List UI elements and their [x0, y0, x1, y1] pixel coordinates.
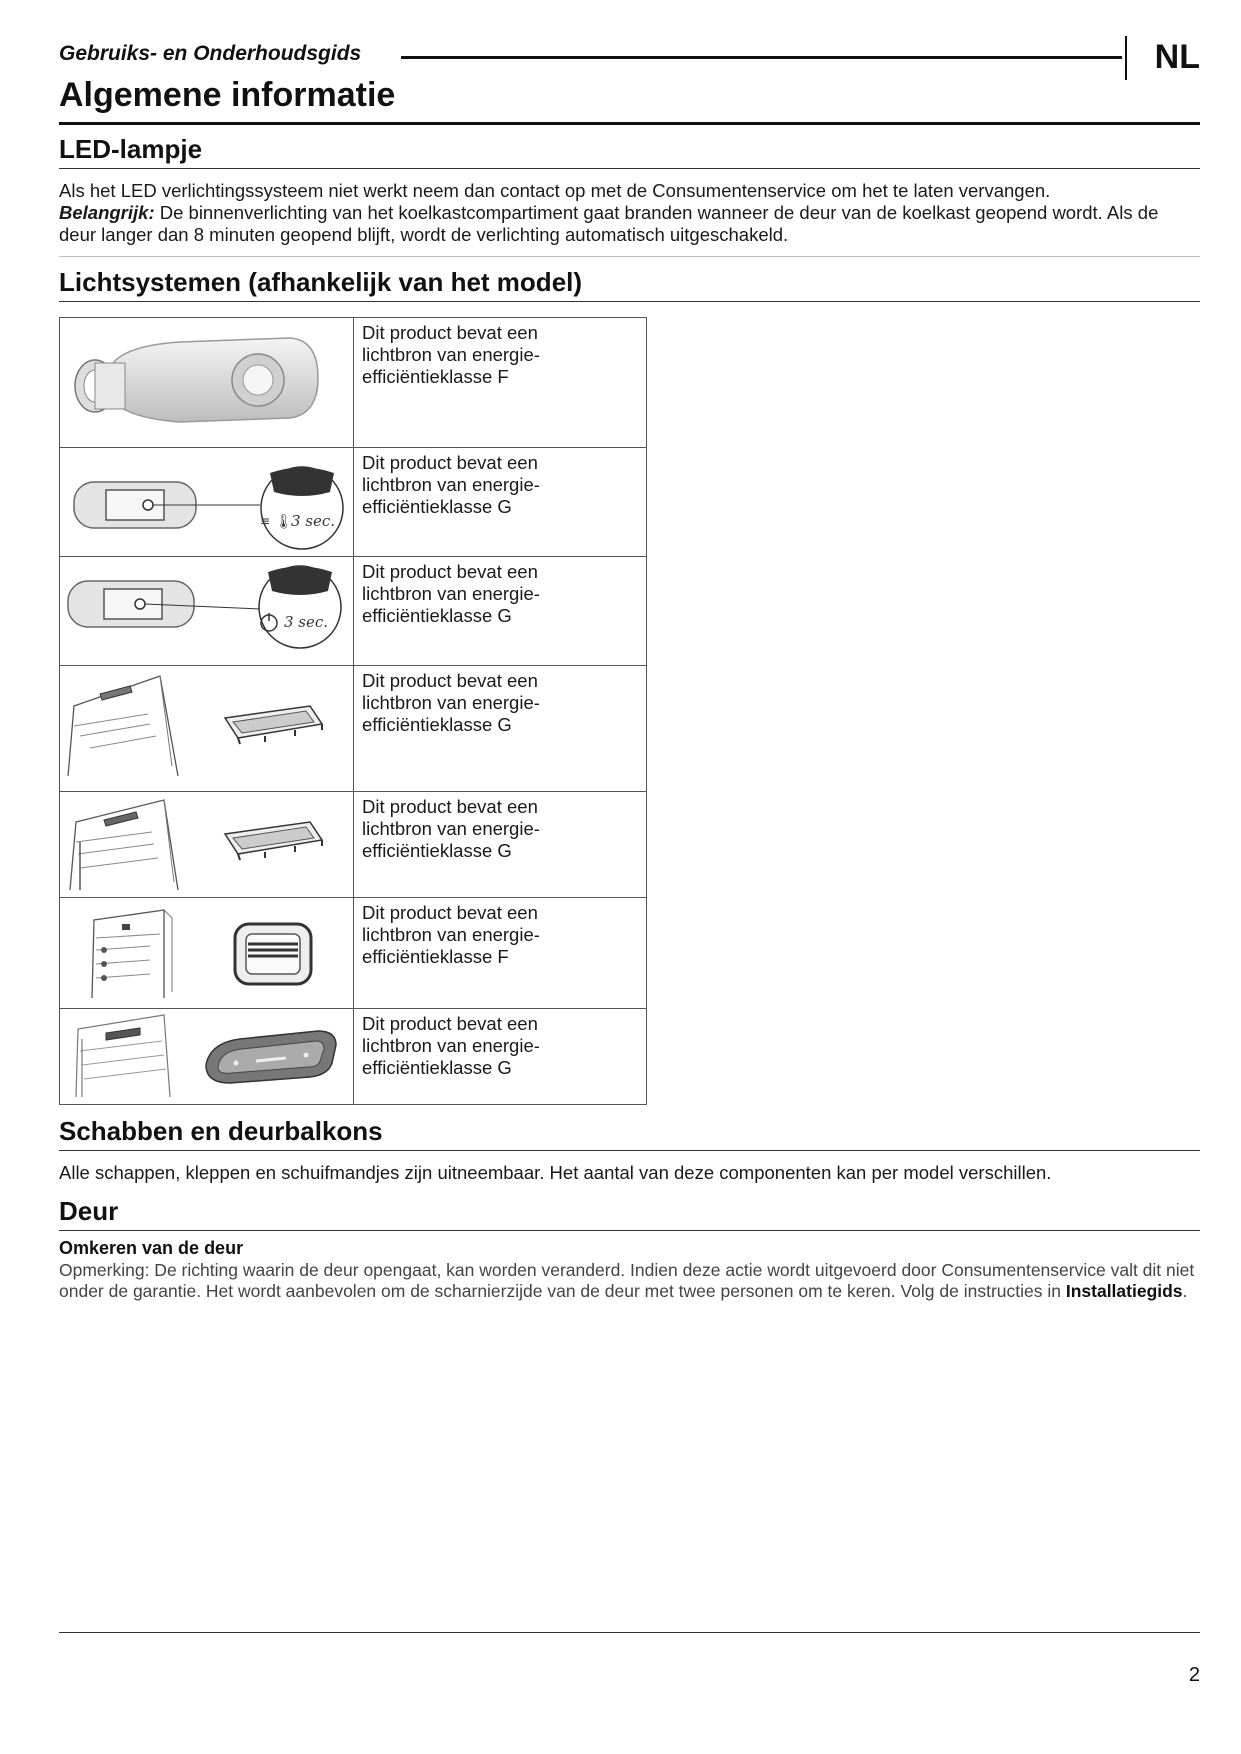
row-text-line: lichtbron van energie-: [362, 1035, 540, 1056]
button-hold-label: 3 sec.: [291, 512, 336, 530]
row-text-line: Dit product bevat een: [362, 796, 538, 817]
table-cell-text: [354, 666, 647, 792]
table-cell-image: [60, 792, 354, 898]
lamp-unit-icon: [60, 318, 353, 446]
installation-guide-ref: Installatiegids: [1065, 1281, 1183, 1301]
control-panel-thermo-icon: [60, 448, 353, 555]
led-line2: De binnenverlichting van het koelkastcompartiment gaat branden wanneer de deur van de koelkast geopend wordt. Als de deur langer dan 8 minuten geopend blijft, wordt de verlichting automatisch uitgeschakeld.: [59, 202, 1159, 245]
table-row: [60, 448, 647, 557]
table-row: [60, 666, 647, 792]
table-cell-text: [354, 792, 647, 898]
table-row: [60, 557, 647, 666]
led-rule: [59, 168, 1200, 169]
light-systems-rule: [59, 301, 1200, 302]
button-hold-label: 3 sec.: [284, 613, 329, 631]
table-cell-text: [354, 448, 647, 557]
control-panel-power-icon: [60, 557, 353, 664]
table-cell-image: [60, 448, 354, 557]
shelves-heading: Schabben en deurbalkons: [59, 1116, 383, 1146]
table-row: [60, 792, 647, 898]
led-heading: LED-lampje: [59, 134, 203, 164]
row-text-line: efficiëntieklasse G: [362, 1057, 512, 1078]
table-cell-text: [354, 557, 647, 666]
footer-rule: [59, 1632, 1200, 1633]
row-text-line: lichtbron van energie-: [362, 924, 540, 945]
table-row: [60, 318, 647, 448]
fridge-led-square-icon: [60, 898, 353, 1007]
led-text: [59, 180, 1200, 246]
table-cell-image: [60, 318, 354, 448]
title-rule: [59, 122, 1200, 125]
table-cell-text: [354, 318, 647, 448]
led-line1: Als het LED verlichtingssysteem niet werkt neem dan contact op met de Consumentenservice om het te laten vervangen.: [59, 180, 1051, 201]
thermo-symbol: ≡: [260, 514, 271, 528]
row-text-line: lichtbron van energie-: [362, 474, 540, 495]
shelves-text: Alle schappen, kleppen en schuifmandjes zijn uitneembaar. Het aantal van deze componenten kan per model verschillen.: [59, 1162, 1052, 1183]
led-bottom-rule: [59, 256, 1200, 257]
door-rule: [59, 1230, 1200, 1231]
light-systems-table: [59, 317, 647, 1105]
table-cell-text: [354, 1009, 647, 1105]
row-text-line: lichtbron van energie-: [362, 344, 540, 365]
shelves-rule: [59, 1150, 1200, 1151]
important-label: Belangrijk:: [59, 202, 155, 223]
table-row: [60, 1009, 647, 1105]
row-text-line: Dit product bevat een: [362, 1013, 538, 1034]
table-cell-image: [60, 557, 354, 666]
row-text-line: efficiëntieklasse F: [362, 366, 509, 387]
row-text-line: lichtbron van energie-: [362, 818, 540, 839]
row-text-line: Dit product bevat een: [362, 561, 538, 582]
table-cell-image: [60, 898, 354, 1009]
row-text-line: efficiëntieklasse F: [362, 946, 509, 967]
table-cell-text: [354, 898, 647, 1009]
door-note-text: Opmerking: De richting waarin de deur opengaat, kan worden veranderd. Indien deze actie wordt uitgevoerd door Consumentenservice valt dit niet onder de garantie. Het wordt aanbevolen om de scharnierzijde van de deur met twee personen om te keren. Volg de instructies in: [59, 1260, 1195, 1301]
row-text-line: efficiëntieklasse G: [362, 840, 512, 861]
door-heading: Deur: [59, 1196, 119, 1226]
header-bar: [59, 30, 1200, 74]
table-row: [60, 898, 647, 1009]
language-code: NL: [1154, 38, 1200, 76]
table-cell-image: [60, 666, 354, 792]
door-note-end: .: [1182, 1281, 1188, 1301]
door-note: [59, 1260, 1200, 1302]
page-title: Algemene informatie: [59, 76, 396, 114]
thermometer-icon: 🌡: [275, 514, 293, 530]
header-rule: [401, 56, 1122, 59]
language-separator: [1125, 36, 1127, 80]
fridge-led-strip-icon: [60, 666, 353, 790]
fridge-led-panel-icon: [60, 1009, 353, 1103]
row-text-line: Dit product bevat een: [362, 902, 538, 923]
row-text-line: Dit product bevat een: [362, 322, 538, 343]
row-text-line: efficiëntieklasse G: [362, 496, 512, 517]
fridge-led-strip-icon: [60, 792, 353, 896]
page-number: 2: [1188, 1664, 1200, 1686]
row-text-line: efficiëntieklasse G: [362, 605, 512, 626]
door-subheading: Omkeren van de deur: [59, 1238, 244, 1258]
row-text-line: Dit product bevat een: [362, 670, 538, 691]
row-text-line: lichtbron van energie-: [362, 692, 540, 713]
light-systems-heading: Lichtsystemen (afhankelijk van het model): [59, 267, 583, 297]
row-text-line: lichtbron van energie-: [362, 583, 540, 604]
table-cell-image: [60, 1009, 354, 1105]
guide-title: Gebruiks- en Onderhoudsgids: [59, 42, 362, 65]
row-text-line: efficiëntieklasse G: [362, 714, 512, 735]
row-text-line: Dit product bevat een: [362, 452, 538, 473]
page: [59, 30, 1200, 1301]
